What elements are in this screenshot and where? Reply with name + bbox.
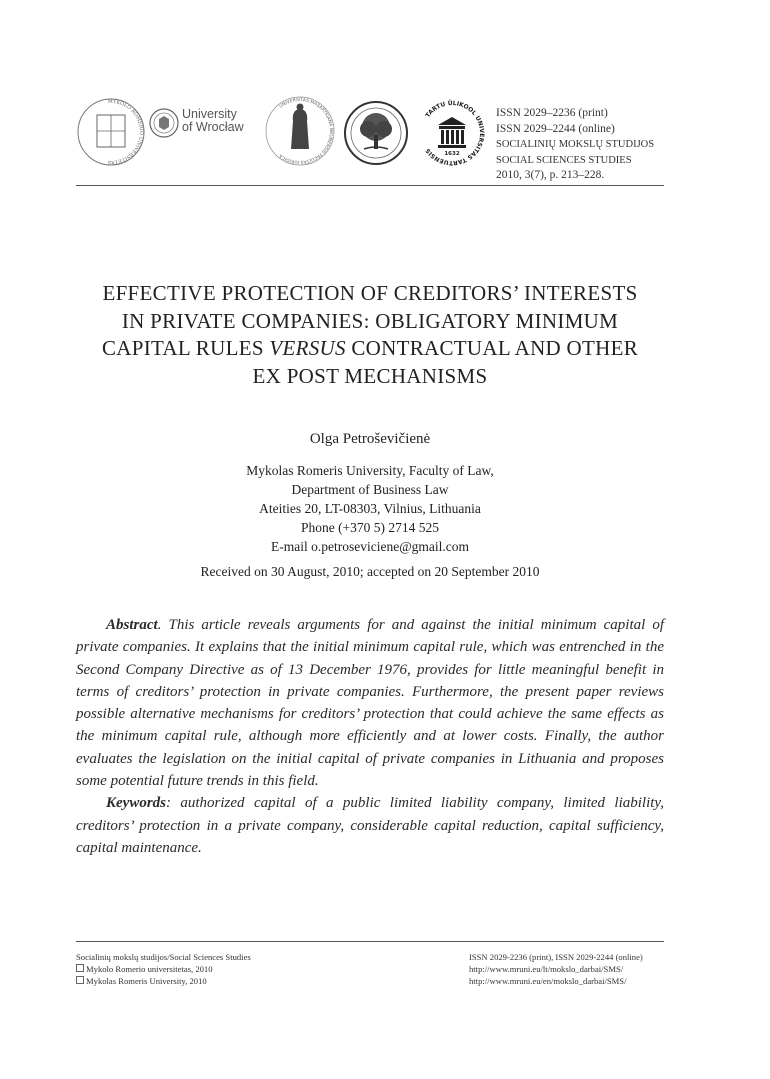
footer-copyright-lt: Mykolo Romerio universitetas, 2010 xyxy=(76,963,251,975)
footer-right xyxy=(469,951,643,987)
article-title xyxy=(76,280,664,390)
header-logos xyxy=(76,95,486,175)
journal-name-en: SOCIAL SCIENCES STUDIES xyxy=(496,154,632,166)
university-of-wroclaw-logo-icon xyxy=(148,107,180,139)
wroclaw-logo-text: University of Wrocław xyxy=(182,107,244,134)
tartu-ulikool-seal-icon xyxy=(416,97,488,169)
university-of-latvia-tree-seal-icon xyxy=(342,99,410,167)
footer-url-lt[interactable]: http://www.mruni.eu/lt/mokslo_darbai/SMS/ xyxy=(469,964,624,974)
header-rule xyxy=(76,185,664,186)
journal-volume: 2010, 3(7), p. 213–228. xyxy=(496,169,605,181)
issn-print: ISSN 2029–2236 (print) xyxy=(496,107,608,119)
footer-left xyxy=(76,951,251,987)
affiliation-address: Ateities 20, LT-08303, Vilnius, Lithuania xyxy=(259,501,481,516)
abstract-block xyxy=(76,614,664,859)
footer-copyright-en: Mykolas Romeris University, 2010 xyxy=(76,975,251,987)
copyright-icon xyxy=(76,964,84,972)
affiliation-email[interactable]: E-mail o.petroseviciene@gmail.com xyxy=(271,539,469,554)
title-line-3: CAPITAL RULES VERSUS CONTRACTUAL AND OTHER xyxy=(101,336,639,360)
footer-rule xyxy=(76,941,664,942)
abstract-label: Abstract xyxy=(106,617,158,633)
title-line-2: IN PRIVATE COMPANIES: OBLIGATORY MINIMUM xyxy=(121,308,619,333)
masaryk-university-seal-icon xyxy=(264,95,336,167)
affiliation-university: Mykolas Romeris University, Faculty of Law, xyxy=(246,463,494,478)
author-name: Olga Petroševičienė xyxy=(309,431,431,447)
journal-name-lt: SOCIALINIŲ MOKSLŲ STUDIJOS xyxy=(496,139,655,150)
copyright-icon xyxy=(76,976,84,984)
footer-url-en[interactable]: http://www.mruni.eu/en/mokslo_darbai/SMS/ xyxy=(469,976,627,986)
abstract-paragraph xyxy=(76,614,664,792)
title-line-4: EX POST MECHANISMS xyxy=(252,363,488,388)
affiliation-department: Department of Business Law xyxy=(291,482,449,497)
masaryk-seal-text: UNIVERSITAS MASARYKIANA BRUNENSIS FACULTAS IURIDICA xyxy=(278,97,334,165)
mykolo-romerio-universitetas-seal-icon xyxy=(76,97,146,167)
affiliation-phone: Phone (+370 5) 2714 525 xyxy=(300,520,440,535)
keywords-paragraph xyxy=(76,792,664,859)
received-dates: Received on 30 August, 2010; accepted on 20 September 2010 xyxy=(200,564,540,579)
journal-info xyxy=(496,106,654,184)
author-affiliation xyxy=(76,461,664,556)
issn-online: ISSN 2029–2244 (online) xyxy=(496,122,615,135)
title-line-1: EFFECTIVE PROTECTION OF CREDITORS’ INTERESTS xyxy=(102,281,638,305)
keywords-text: : authorized capital of a public limited liability company, limited liability, creditors’ protection in a private company, considerable capital reduction, capital sufficiency, capital maintenance. xyxy=(76,795,664,856)
tartu-seal-text: TARTU ÜLIKOOL UNIVERSITAS TARTUENSIS xyxy=(424,99,486,167)
footer-issn: ISSN 2029-2236 (print), ISSN 2029-2244 (online) xyxy=(469,952,643,962)
seal-text: MYKOLO ROMERIO UNIVERSITETAS xyxy=(107,98,145,166)
footer-journal: Socialinių mokslų studijos/Social Sciences Studies xyxy=(76,952,251,962)
abstract-text: . This article reveals arguments for and against the initial minimum capital of private companies. It explains that the initial minimum capital rule, which was entrenched in the Second Company Directive as of 13 December 1976, provides for little meaningful benefit in terms of creditors’ protection in private companies. Furthermore, the present paper reviews possible alternative mechanisms for creditors’ protection that could achieve the same effects as the minimum capital rule, although more efficiently and at lower costs. Finally, the author evaluates the legislation on the initial capital of private companies in Lithuania and proposes some potential future trends in this field. xyxy=(76,617,664,790)
keywords-label: Keywords xyxy=(106,795,166,812)
svg-text:MYKOLO ROMERIO UNIVERSITETAS xyxy=(107,99,144,165)
tartu-year: 1632 xyxy=(444,151,460,157)
